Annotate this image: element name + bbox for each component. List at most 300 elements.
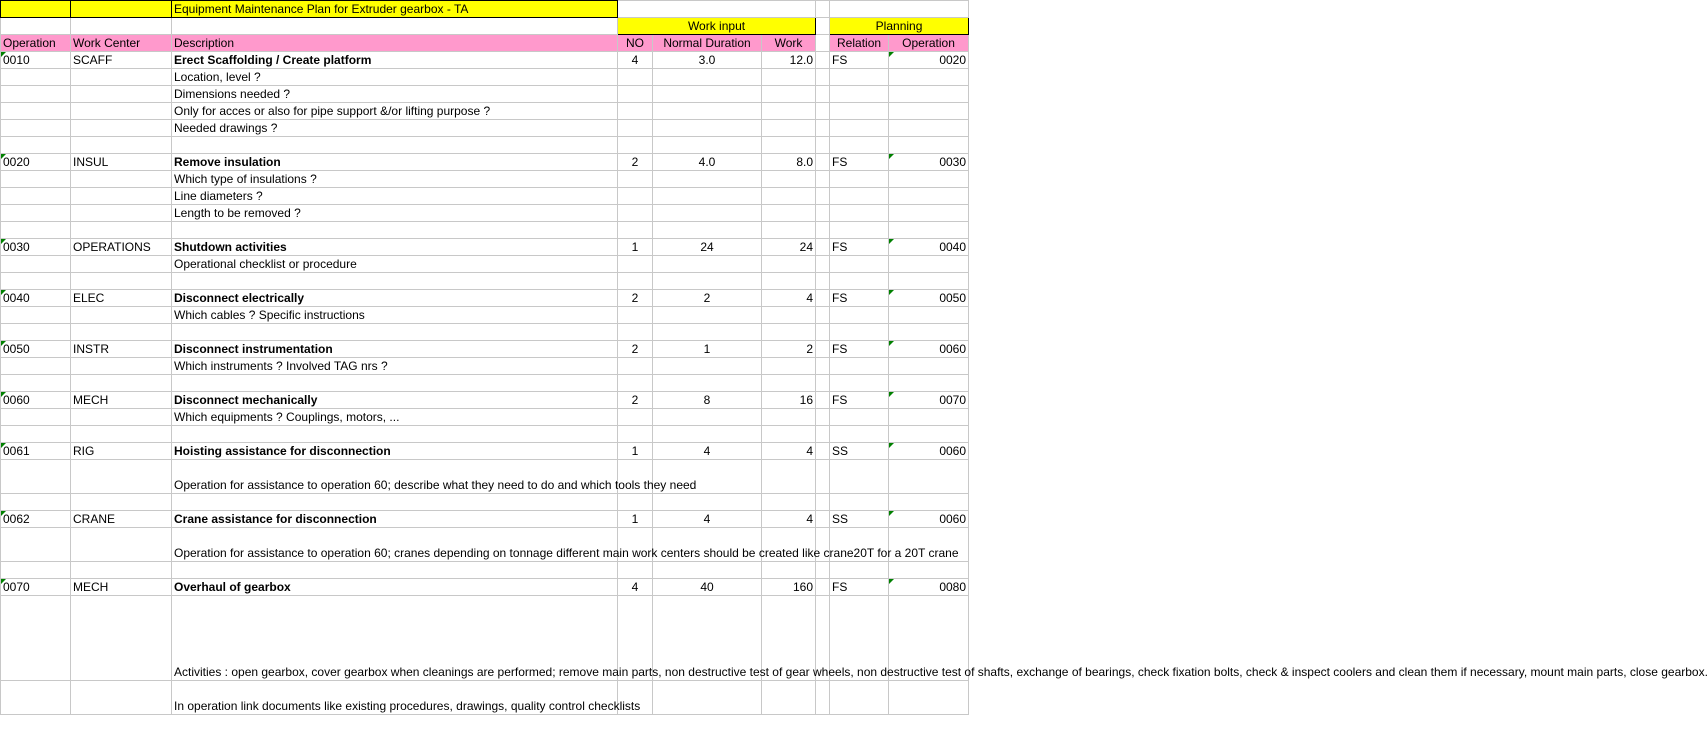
header-no[interactable]: NO: [618, 35, 653, 52]
empty-cell[interactable]: [618, 358, 653, 375]
relation-cell[interactable]: FS: [830, 154, 889, 171]
empty-cell[interactable]: [762, 273, 816, 290]
empty-cell[interactable]: [618, 375, 653, 392]
blank-row: [1, 375, 969, 392]
successor-operation-cell[interactable]: 0020: [889, 52, 969, 69]
cell-b1[interactable]: [71, 1, 172, 18]
empty-cell[interactable]: [71, 426, 172, 443]
empty-cell[interactable]: [1, 358, 71, 375]
spacer-cell[interactable]: [816, 290, 830, 307]
spacer-cell[interactable]: [816, 579, 830, 596]
detail-description-cell[interactable]: Only for acces or also for pipe support &/or lifting purpose ?: [172, 103, 618, 120]
empty-cell[interactable]: [762, 375, 816, 392]
empty-cell[interactable]: [172, 375, 618, 392]
no-cell[interactable]: 1: [618, 511, 653, 528]
empty-cell[interactable]: [653, 409, 762, 426]
operation-number-cell[interactable]: 0060: [1, 392, 71, 409]
work-cell[interactable]: 160: [762, 579, 816, 596]
empty-cell[interactable]: [816, 222, 830, 239]
operation-description-cell[interactable]: Erect Scaffolding / Create platform: [172, 52, 618, 69]
work-cell[interactable]: 16: [762, 392, 816, 409]
empty-cell[interactable]: [618, 409, 653, 426]
operation-row: [1, 579, 969, 596]
empty-cell[interactable]: [762, 426, 816, 443]
empty-cell[interactable]: [830, 103, 889, 120]
relation-cell[interactable]: SS: [830, 443, 889, 460]
empty-cell[interactable]: [172, 426, 618, 443]
empty-cell[interactable]: [816, 375, 830, 392]
relation-cell[interactable]: FS: [830, 579, 889, 596]
empty-cell[interactable]: [762, 171, 816, 188]
empty-cell[interactable]: [172, 222, 618, 239]
empty-cell[interactable]: [889, 307, 969, 324]
empty-cell[interactable]: [816, 205, 830, 222]
operation-description-cell[interactable]: Crane assistance for disconnection: [172, 511, 618, 528]
empty-cell[interactable]: [71, 409, 172, 426]
empty-cell[interactable]: [889, 324, 969, 341]
empty-cell[interactable]: [1, 494, 71, 511]
empty-cell[interactable]: [889, 375, 969, 392]
empty-cell[interactable]: [762, 681, 816, 715]
empty-cell[interactable]: [889, 358, 969, 375]
normal-duration-cell[interactable]: 4.0: [653, 154, 762, 171]
empty-cell[interactable]: [653, 205, 762, 222]
empty-cell[interactable]: [830, 562, 889, 579]
operation-number-cell[interactable]: 0050: [1, 341, 71, 358]
detail-row: [1, 69, 969, 86]
empty-cell[interactable]: [889, 103, 969, 120]
detail-description-cell[interactable]: Activities : open gearbox, cover gearbox when cleanings are performed; remove main parts, non destructive test of gear wheels, non destructive test of shafts, exchange of bearings, check fixation bolts, check & inspect coolers and clean them if necessary, mount main parts, close gearbox.: [172, 596, 618, 681]
empty-cell[interactable]: [816, 256, 830, 273]
empty-cell[interactable]: [816, 86, 830, 103]
no-cell[interactable]: 2: [618, 290, 653, 307]
empty-cell[interactable]: [618, 188, 653, 205]
operation-description-cell[interactable]: Disconnect instrumentation: [172, 341, 618, 358]
work-cell[interactable]: 8.0: [762, 154, 816, 171]
no-cell[interactable]: 1: [618, 443, 653, 460]
empty-cell[interactable]: [71, 562, 172, 579]
empty-cell[interactable]: [762, 137, 816, 154]
header-work-center[interactable]: Work Center: [71, 35, 172, 52]
empty-cell[interactable]: [71, 256, 172, 273]
cell-g1[interactable]: [816, 1, 830, 18]
empty-cell[interactable]: [816, 409, 830, 426]
empty-cell[interactable]: [762, 324, 816, 341]
empty-cell[interactable]: [618, 120, 653, 137]
sheet-title[interactable]: Equipment Maintenance Plan for Extruder gearbox - TA: [172, 1, 618, 18]
relation-cell[interactable]: FS: [830, 341, 889, 358]
empty-cell[interactable]: [889, 256, 969, 273]
empty-cell[interactable]: [653, 426, 762, 443]
empty-cell[interactable]: [762, 205, 816, 222]
normal-duration-cell[interactable]: 4: [653, 443, 762, 460]
cell-g2[interactable]: [816, 18, 830, 35]
empty-cell[interactable]: [71, 528, 172, 562]
empty-cell[interactable]: [762, 103, 816, 120]
empty-cell[interactable]: [830, 171, 889, 188]
empty-cell[interactable]: [816, 171, 830, 188]
empty-cell[interactable]: [762, 307, 816, 324]
empty-cell[interactable]: [653, 562, 762, 579]
empty-cell[interactable]: [816, 324, 830, 341]
detail-description-cell[interactable]: In operation link documents like existing procedures, drawings, quality control checklists: [172, 681, 618, 715]
empty-cell[interactable]: [830, 273, 889, 290]
empty-cell[interactable]: [172, 273, 618, 290]
operation-number-cell[interactable]: 0020: [1, 154, 71, 171]
empty-cell[interactable]: [889, 137, 969, 154]
successor-operation-cell[interactable]: 0060: [889, 341, 969, 358]
cell-g3[interactable]: [816, 35, 830, 52]
empty-cell[interactable]: [762, 358, 816, 375]
empty-cell[interactable]: [816, 69, 830, 86]
detail-description-cell[interactable]: Operation for assistance to operation 60; cranes depending on tonnage different main work centers should be created like crane20T for a 20T crane: [172, 528, 618, 562]
empty-cell[interactable]: [830, 375, 889, 392]
cell-a1[interactable]: [1, 1, 71, 18]
empty-cell[interactable]: [618, 256, 653, 273]
detail-description-cell[interactable]: Which equipments ? Couplings, motors, ...: [172, 409, 618, 426]
normal-duration-cell[interactable]: 40: [653, 579, 762, 596]
work-cell[interactable]: 24: [762, 239, 816, 256]
header-planning-operation[interactable]: Operation: [889, 35, 969, 52]
work-center-cell[interactable]: MECH: [71, 392, 172, 409]
detail-description-cell[interactable]: Location, level ?: [172, 69, 618, 86]
empty-cell[interactable]: [1, 426, 71, 443]
no-cell[interactable]: 2: [618, 154, 653, 171]
empty-cell[interactable]: [618, 307, 653, 324]
empty-cell[interactable]: [889, 681, 969, 715]
empty-cell[interactable]: [71, 307, 172, 324]
empty-cell[interactable]: [1, 528, 71, 562]
empty-cell[interactable]: [172, 324, 618, 341]
operation-number-cell[interactable]: 0030: [1, 239, 71, 256]
empty-cell[interactable]: [762, 120, 816, 137]
empty-cell[interactable]: [653, 137, 762, 154]
empty-cell[interactable]: [653, 307, 762, 324]
empty-cell[interactable]: [830, 494, 889, 511]
empty-cell[interactable]: [1, 171, 71, 188]
work-center-cell[interactable]: INSUL: [71, 154, 172, 171]
empty-cell[interactable]: [653, 681, 762, 715]
empty-cell[interactable]: [653, 375, 762, 392]
empty-cell[interactable]: [830, 358, 889, 375]
empty-cell[interactable]: [618, 324, 653, 341]
empty-cell[interactable]: [889, 273, 969, 290]
empty-cell[interactable]: [71, 460, 172, 494]
empty-cell[interactable]: [816, 137, 830, 154]
empty-cell[interactable]: [889, 409, 969, 426]
empty-cell[interactable]: [816, 358, 830, 375]
operation-description-cell[interactable]: Overhaul of gearbox: [172, 579, 618, 596]
empty-cell[interactable]: [71, 681, 172, 715]
operation-row: [1, 511, 969, 528]
empty-cell[interactable]: [653, 222, 762, 239]
empty-cell[interactable]: [71, 205, 172, 222]
empty-cell[interactable]: [1, 681, 71, 715]
cell-c2[interactable]: [172, 18, 618, 35]
operation-number-cell[interactable]: 0040: [1, 290, 71, 307]
empty-cell[interactable]: [816, 562, 830, 579]
empty-cell[interactable]: [653, 103, 762, 120]
empty-cell[interactable]: [618, 222, 653, 239]
empty-cell[interactable]: [71, 358, 172, 375]
empty-cell[interactable]: [1, 256, 71, 273]
empty-cell[interactable]: [653, 171, 762, 188]
empty-cell[interactable]: [653, 273, 762, 290]
planning-group-header[interactable]: Planning: [830, 18, 969, 35]
empty-cell[interactable]: [830, 681, 889, 715]
work-center-cell[interactable]: SCAFF: [71, 52, 172, 69]
empty-cell[interactable]: [71, 596, 172, 681]
operation-number-cell[interactable]: 0061: [1, 443, 71, 460]
empty-cell[interactable]: [1, 188, 71, 205]
empty-cell[interactable]: [816, 426, 830, 443]
empty-cell[interactable]: [618, 205, 653, 222]
successor-operation-cell[interactable]: 0070: [889, 392, 969, 409]
empty-cell[interactable]: [71, 120, 172, 137]
empty-cell[interactable]: [1, 273, 71, 290]
work-cell[interactable]: 4: [762, 511, 816, 528]
normal-duration-cell[interactable]: 1: [653, 341, 762, 358]
empty-cell[interactable]: [1, 86, 71, 103]
successor-operation-cell[interactable]: 0060: [889, 511, 969, 528]
empty-cell[interactable]: [816, 103, 830, 120]
empty-cell[interactable]: [71, 188, 172, 205]
header-relation[interactable]: Relation: [830, 35, 889, 52]
empty-cell[interactable]: [816, 681, 830, 715]
detail-description-cell[interactable]: Line diameters ?: [172, 188, 618, 205]
empty-cell[interactable]: [653, 324, 762, 341]
spacer-cell[interactable]: [816, 52, 830, 69]
empty-cell[interactable]: [71, 494, 172, 511]
empty-cell[interactable]: [1, 409, 71, 426]
detail-description-cell[interactable]: Needed drawings ?: [172, 120, 618, 137]
empty-cell[interactable]: [889, 120, 969, 137]
empty-cell[interactable]: [889, 222, 969, 239]
detail-description-cell[interactable]: Which instruments ? Involved TAG nrs ?: [172, 358, 618, 375]
empty-cell[interactable]: [71, 324, 172, 341]
empty-cell[interactable]: [830, 460, 889, 494]
title-row: [1, 1, 969, 18]
empty-cell[interactable]: [816, 188, 830, 205]
normal-duration-cell[interactable]: 24: [653, 239, 762, 256]
empty-cell[interactable]: [71, 171, 172, 188]
work-center-cell[interactable]: ELEC: [71, 290, 172, 307]
cell-d1[interactable]: [618, 1, 816, 18]
work-center-cell[interactable]: RIG: [71, 443, 172, 460]
empty-cell[interactable]: [71, 273, 172, 290]
operation-number-cell[interactable]: 0062: [1, 511, 71, 528]
empty-cell[interactable]: [830, 426, 889, 443]
empty-cell[interactable]: [653, 120, 762, 137]
empty-cell[interactable]: [653, 358, 762, 375]
empty-cell[interactable]: [889, 494, 969, 511]
operation-description-cell[interactable]: Disconnect mechanically: [172, 392, 618, 409]
empty-cell[interactable]: [172, 494, 618, 511]
empty-cell[interactable]: [830, 256, 889, 273]
empty-cell[interactable]: [1, 69, 71, 86]
cell-a2[interactable]: [1, 18, 71, 35]
operation-description-cell[interactable]: Remove insulation: [172, 154, 618, 171]
empty-cell[interactable]: [1, 324, 71, 341]
work-cell[interactable]: 4: [762, 290, 816, 307]
normal-duration-cell[interactable]: 2: [653, 290, 762, 307]
empty-cell[interactable]: [830, 137, 889, 154]
detail-description-cell[interactable]: Operation for assistance to operation 60; describe what they need to do and which tools they need: [172, 460, 618, 494]
empty-cell[interactable]: [816, 494, 830, 511]
empty-cell[interactable]: [762, 494, 816, 511]
empty-cell[interactable]: [816, 120, 830, 137]
relation-cell[interactable]: FS: [830, 239, 889, 256]
empty-cell[interactable]: [618, 494, 653, 511]
spacer-cell[interactable]: [816, 511, 830, 528]
empty-cell[interactable]: [653, 86, 762, 103]
empty-cell[interactable]: [1, 307, 71, 324]
empty-cell[interactable]: [889, 460, 969, 494]
normal-duration-cell[interactable]: 8: [653, 392, 762, 409]
empty-cell[interactable]: [762, 256, 816, 273]
detail-description-cell[interactable]: Operational checklist or procedure: [172, 256, 618, 273]
work-cell[interactable]: 12.0: [762, 52, 816, 69]
spacer-cell[interactable]: [816, 392, 830, 409]
empty-cell[interactable]: [762, 188, 816, 205]
empty-cell[interactable]: [762, 409, 816, 426]
empty-cell[interactable]: [762, 222, 816, 239]
empty-cell[interactable]: [1, 375, 71, 392]
empty-cell[interactable]: [618, 426, 653, 443]
work-center-cell[interactable]: INSTR: [71, 341, 172, 358]
operation-number-cell[interactable]: 0070: [1, 579, 71, 596]
empty-cell[interactable]: [172, 137, 618, 154]
relation-cell[interactable]: FS: [830, 392, 889, 409]
detail-description-cell[interactable]: Which type of insulations ?: [172, 171, 618, 188]
header-operation[interactable]: Operation: [1, 35, 71, 52]
empty-cell[interactable]: [889, 426, 969, 443]
cell-b2[interactable]: [71, 18, 172, 35]
empty-cell[interactable]: [653, 188, 762, 205]
work-center-cell[interactable]: MECH: [71, 579, 172, 596]
spacer-cell[interactable]: [816, 154, 830, 171]
operation-description-cell[interactable]: Disconnect electrically: [172, 290, 618, 307]
empty-cell[interactable]: [762, 86, 816, 103]
empty-cell[interactable]: [1, 460, 71, 494]
empty-cell[interactable]: [71, 137, 172, 154]
empty-cell[interactable]: [71, 375, 172, 392]
empty-cell[interactable]: [1, 222, 71, 239]
no-cell[interactable]: 2: [618, 341, 653, 358]
spacer-cell[interactable]: [816, 239, 830, 256]
empty-cell[interactable]: [889, 188, 969, 205]
empty-cell[interactable]: [889, 171, 969, 188]
empty-cell[interactable]: [653, 69, 762, 86]
normal-duration-cell[interactable]: 4: [653, 511, 762, 528]
empty-cell[interactable]: [653, 256, 762, 273]
empty-cell[interactable]: [618, 86, 653, 103]
empty-cell[interactable]: [830, 69, 889, 86]
work-cell[interactable]: 4: [762, 443, 816, 460]
successor-operation-cell[interactable]: 0060: [889, 443, 969, 460]
empty-cell[interactable]: [172, 562, 618, 579]
successor-operation-cell[interactable]: 0040: [889, 239, 969, 256]
work-center-cell[interactable]: CRANE: [71, 511, 172, 528]
empty-cell[interactable]: [816, 307, 830, 324]
empty-cell[interactable]: [1, 103, 71, 120]
empty-cell[interactable]: [830, 222, 889, 239]
empty-cell[interactable]: [830, 86, 889, 103]
relation-cell[interactable]: FS: [830, 290, 889, 307]
empty-cell[interactable]: [71, 69, 172, 86]
empty-cell[interactable]: [653, 494, 762, 511]
empty-cell[interactable]: [830, 307, 889, 324]
empty-cell[interactable]: [830, 324, 889, 341]
empty-cell[interactable]: [762, 460, 816, 494]
header-normal-duration[interactable]: Normal Duration: [653, 35, 762, 52]
empty-cell[interactable]: [816, 273, 830, 290]
empty-cell[interactable]: [889, 205, 969, 222]
empty-cell[interactable]: [889, 69, 969, 86]
normal-duration-cell[interactable]: 3.0: [653, 52, 762, 69]
detail-description-cell[interactable]: Which cables ? Specific instructions: [172, 307, 618, 324]
empty-cell[interactable]: [618, 171, 653, 188]
empty-cell[interactable]: [1, 562, 71, 579]
spacer-cell[interactable]: [816, 443, 830, 460]
empty-cell[interactable]: [618, 273, 653, 290]
empty-cell[interactable]: [1, 120, 71, 137]
successor-operation-cell[interactable]: 0050: [889, 290, 969, 307]
empty-cell[interactable]: [762, 69, 816, 86]
header-description[interactable]: Description: [172, 35, 618, 52]
empty-cell[interactable]: [1, 596, 71, 681]
detail-row: [1, 256, 969, 273]
relation-cell[interactable]: FS: [830, 52, 889, 69]
detail-description-cell[interactable]: Dimensions needed ?: [172, 86, 618, 103]
detail-description-cell[interactable]: Length to be removed ?: [172, 205, 618, 222]
header-work[interactable]: Work: [762, 35, 816, 52]
cell-h1[interactable]: [830, 1, 969, 18]
empty-cell[interactable]: [816, 460, 830, 494]
no-cell[interactable]: 4: [618, 579, 653, 596]
empty-cell[interactable]: [830, 205, 889, 222]
empty-cell[interactable]: [71, 103, 172, 120]
empty-cell[interactable]: [830, 120, 889, 137]
empty-cell[interactable]: [1, 205, 71, 222]
empty-cell[interactable]: [618, 137, 653, 154]
empty-cell[interactable]: [618, 103, 653, 120]
no-cell[interactable]: 1: [618, 239, 653, 256]
empty-cell[interactable]: [618, 562, 653, 579]
relation-cell[interactable]: SS: [830, 511, 889, 528]
work-input-group-header[interactable]: Work input: [618, 18, 816, 35]
empty-cell[interactable]: [889, 562, 969, 579]
empty-cell[interactable]: [762, 562, 816, 579]
empty-cell[interactable]: [889, 86, 969, 103]
empty-cell[interactable]: [830, 409, 889, 426]
no-cell[interactable]: 2: [618, 392, 653, 409]
operation-description-cell[interactable]: Shutdown activities: [172, 239, 618, 256]
operation-number-cell[interactable]: 0010: [1, 52, 71, 69]
work-cell[interactable]: 2: [762, 341, 816, 358]
empty-cell[interactable]: [1, 137, 71, 154]
operation-description-cell[interactable]: Hoisting assistance for disconnection: [172, 443, 618, 460]
no-cell[interactable]: 4: [618, 52, 653, 69]
spacer-cell[interactable]: [816, 341, 830, 358]
empty-cell[interactable]: [71, 86, 172, 103]
empty-cell[interactable]: [71, 222, 172, 239]
empty-cell[interactable]: [830, 188, 889, 205]
successor-operation-cell[interactable]: 0080: [889, 579, 969, 596]
work-center-cell[interactable]: OPERATIONS: [71, 239, 172, 256]
successor-operation-cell[interactable]: 0030: [889, 154, 969, 171]
empty-cell[interactable]: [618, 69, 653, 86]
